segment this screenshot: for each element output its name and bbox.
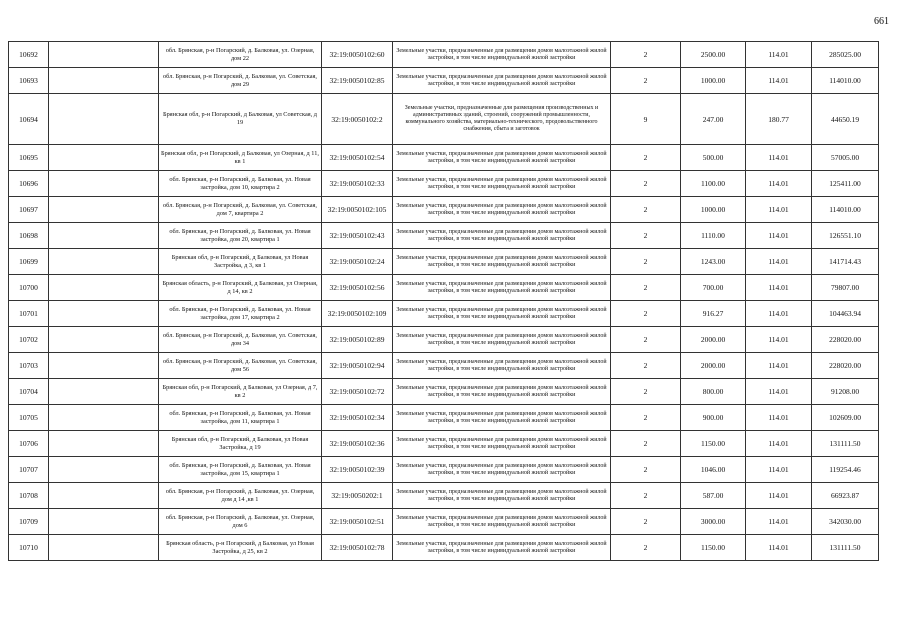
- use-group-cell: 2: [611, 327, 681, 353]
- use-group-cell: 2: [611, 483, 681, 509]
- cadastral-number-cell: 32:19:0050102:85: [322, 68, 393, 94]
- blank-cell: [49, 249, 159, 275]
- blank-cell: [49, 353, 159, 379]
- blank-cell: [49, 379, 159, 405]
- area-cell: 1150.00: [681, 431, 746, 457]
- table-row: [9, 457, 879, 483]
- address-cell: обл. Брянская, р-н Погарский, д. Балковая, ул. Новая застройка, дом 20, квартира 1: [159, 223, 322, 249]
- specific-value-cell: 114.01: [746, 68, 812, 94]
- cadastral-value-cell: 114010.00: [812, 68, 879, 94]
- cadastral-value-cell: 228020.00: [812, 327, 879, 353]
- record-number-cell: 10707: [9, 457, 49, 483]
- blank-cell: [49, 535, 159, 561]
- address-cell: обл. Брянская, р-н Погарский, д. Балковая, ул. Новая застройка, дом 17, квартира 2: [159, 301, 322, 327]
- cadastral-number-cell: 32:19:0050102:36: [322, 431, 393, 457]
- area-cell: 587.00: [681, 483, 746, 509]
- record-number-cell: 10698: [9, 223, 49, 249]
- record-number-cell: 10709: [9, 509, 49, 535]
- blank-cell: [49, 327, 159, 353]
- specific-value-cell: 114.01: [746, 249, 812, 275]
- use-group-cell: 2: [611, 223, 681, 249]
- cadastral-value-cell: 102609.00: [812, 405, 879, 431]
- record-number-cell: 10701: [9, 301, 49, 327]
- land-use-purpose-cell: Земельные участки, предназначенные для размещения производственных и административных зданий, строений, сооружений промышленности, коммунального хозяйства, материально-технического, продовольственного снабжения, сбыта и заготовок: [393, 94, 611, 145]
- cadastral-number-cell: 32:19:0050102:43: [322, 223, 393, 249]
- cadastral-value-table: [8, 41, 879, 561]
- use-group-cell: 2: [611, 275, 681, 301]
- cadastral-value-cell: 119254.46: [812, 457, 879, 483]
- use-group-cell: 2: [611, 353, 681, 379]
- table-row: [9, 405, 879, 431]
- area-cell: 700.00: [681, 275, 746, 301]
- area-cell: 1150.00: [681, 535, 746, 561]
- land-use-purpose-cell: Земельные участки, предназначенные для размещения домов малоэтажной жилой застройки, в том числе индивидуальной жилой застройки: [393, 327, 611, 353]
- address-cell: Брянская обл, р-н Погарский, д Балковая, ул Новая Застройка, д 19: [159, 431, 322, 457]
- record-number-cell: 10708: [9, 483, 49, 509]
- record-number-cell: 10704: [9, 379, 49, 405]
- cadastral-number-cell: 32:19:0050102:34: [322, 405, 393, 431]
- table-row: [9, 275, 879, 301]
- specific-value-cell: 114.01: [746, 431, 812, 457]
- land-use-purpose-cell: Земельные участки, предназначенные для размещения домов малоэтажной жилой застройки, в том числе индивидуальной жилой застройки: [393, 431, 611, 457]
- specific-value-cell: 180.77: [746, 94, 812, 145]
- address-cell: обл. Брянская, р-н Погарский, д. Балковая, ул. Новая застройка, дом 11, квартира 1: [159, 405, 322, 431]
- cadastral-number-cell: 32:19:0050102:2: [322, 94, 393, 145]
- use-group-cell: 2: [611, 197, 681, 223]
- cadastral-value-cell: 125411.00: [812, 171, 879, 197]
- blank-cell: [49, 171, 159, 197]
- table-row: [9, 171, 879, 197]
- land-use-purpose-cell: Земельные участки, предназначенные для размещения домов малоэтажной жилой застройки, в том числе индивидуальной жилой застройки: [393, 353, 611, 379]
- area-cell: 1100.00: [681, 171, 746, 197]
- use-group-cell: 2: [611, 249, 681, 275]
- area-cell: 1046.00: [681, 457, 746, 483]
- address-cell: обл. Брянская, р-н Погарский, д. Балковая, ул. Новая застройка, дом 15, квартира 1: [159, 457, 322, 483]
- specific-value-cell: 114.01: [746, 509, 812, 535]
- use-group-cell: 2: [611, 457, 681, 483]
- address-cell: обл. Брянская, р-н Погарский, д. Балковая, ул. Озерная, дом 6: [159, 509, 322, 535]
- use-group-cell: 2: [611, 301, 681, 327]
- specific-value-cell: 114.01: [746, 145, 812, 171]
- table-row: [9, 145, 879, 171]
- land-use-purpose-cell: Земельные участки, предназначенные для размещения домов малоэтажной жилой застройки, в том числе индивидуальной жилой застройки: [393, 68, 611, 94]
- area-cell: 1000.00: [681, 197, 746, 223]
- blank-cell: [49, 301, 159, 327]
- blank-cell: [49, 509, 159, 535]
- table-row: [9, 535, 879, 561]
- use-group-cell: 2: [611, 509, 681, 535]
- use-group-cell: 2: [611, 171, 681, 197]
- record-number-cell: 10702: [9, 327, 49, 353]
- table-row: [9, 353, 879, 379]
- record-number-cell: 10703: [9, 353, 49, 379]
- blank-cell: [49, 405, 159, 431]
- area-cell: 3000.00: [681, 509, 746, 535]
- page-number: 661: [874, 16, 889, 27]
- cadastral-value-cell: 131111.50: [812, 431, 879, 457]
- area-cell: 800.00: [681, 379, 746, 405]
- land-use-purpose-cell: Земельные участки, предназначенные для размещения домов малоэтажной жилой застройки, в том числе индивидуальной жилой застройки: [393, 275, 611, 301]
- table-body: [9, 42, 879, 561]
- cadastral-value-cell: 114010.00: [812, 197, 879, 223]
- record-number-cell: 10692: [9, 42, 49, 68]
- record-number-cell: 10693: [9, 68, 49, 94]
- record-number-cell: 10706: [9, 431, 49, 457]
- address-cell: обл. Брянская, р-н Погарский, д. Балковая, ул. Советская, дом 29: [159, 68, 322, 94]
- cadastral-number-cell: 32:19:0050102:72: [322, 379, 393, 405]
- land-use-purpose-cell: Земельные участки, предназначенные для размещения домов малоэтажной жилой застройки, в том числе индивидуальной жилой застройки: [393, 171, 611, 197]
- specific-value-cell: 114.01: [746, 353, 812, 379]
- area-cell: 900.00: [681, 405, 746, 431]
- land-use-purpose-cell: Земельные участки, предназначенные для размещения домов малоэтажной жилой застройки, в том числе индивидуальной жилой застройки: [393, 301, 611, 327]
- use-group-cell: 2: [611, 42, 681, 68]
- address-cell: Брянская область, р-н Погарский, д Балковая, ул Новая Застройка, д 25, кв 2: [159, 535, 322, 561]
- record-number-cell: 10697: [9, 197, 49, 223]
- address-cell: обл. Брянская, р-н Погарский, д. Балковая, ул. Советская, дом 56: [159, 353, 322, 379]
- area-cell: 500.00: [681, 145, 746, 171]
- table-row: [9, 509, 879, 535]
- specific-value-cell: 114.01: [746, 405, 812, 431]
- cadastral-value-cell: 66923.87: [812, 483, 879, 509]
- specific-value-cell: 114.01: [746, 379, 812, 405]
- blank-cell: [49, 483, 159, 509]
- area-cell: 2000.00: [681, 327, 746, 353]
- land-use-purpose-cell: Земельные участки, предназначенные для размещения домов малоэтажной жилой застройки, в том числе индивидуальной жилой застройки: [393, 535, 611, 561]
- specific-value-cell: 114.01: [746, 223, 812, 249]
- specific-value-cell: 114.01: [746, 42, 812, 68]
- use-group-cell: 2: [611, 68, 681, 94]
- land-use-purpose-cell: Земельные участки, предназначенные для размещения домов малоэтажной жилой застройки, в том числе индивидуальной жилой застройки: [393, 509, 611, 535]
- land-use-purpose-cell: Земельные участки, предназначенные для размещения домов малоэтажной жилой застройки, в том числе индивидуальной жилой застройки: [393, 405, 611, 431]
- land-use-purpose-cell: Земельные участки, предназначенные для размещения домов малоэтажной жилой застройки, в том числе индивидуальной жилой застройки: [393, 42, 611, 68]
- address-cell: обл. Брянская, р-н Погарский, д. Балковая, ул. Советская, дом 7, квартира 2: [159, 197, 322, 223]
- cadastral-number-cell: 32:19:0050102:109: [322, 301, 393, 327]
- table-row: [9, 249, 879, 275]
- record-number-cell: 10710: [9, 535, 49, 561]
- record-number-cell: 10705: [9, 405, 49, 431]
- table-row: [9, 483, 879, 509]
- use-group-cell: 9: [611, 94, 681, 145]
- use-group-cell: 2: [611, 379, 681, 405]
- table-row: [9, 379, 879, 405]
- blank-cell: [49, 223, 159, 249]
- table-row: [9, 94, 879, 145]
- use-group-cell: 2: [611, 145, 681, 171]
- use-group-cell: 2: [611, 431, 681, 457]
- cadastral-value-cell: 79807.00: [812, 275, 879, 301]
- area-cell: 1000.00: [681, 68, 746, 94]
- address-cell: обл. Брянская, р-н Погарский, д. Балковая, ул. Озерная, дом 22: [159, 42, 322, 68]
- blank-cell: [49, 431, 159, 457]
- specific-value-cell: 114.01: [746, 301, 812, 327]
- record-number-cell: 10699: [9, 249, 49, 275]
- blank-cell: [49, 457, 159, 483]
- address-cell: Брянская область, р-н Погарский, д Балковая, ул Озерная, д 14, кв 2: [159, 275, 322, 301]
- cadastral-value-cell: 91208.00: [812, 379, 879, 405]
- cadastral-number-cell: 32:19:0050102:39: [322, 457, 393, 483]
- address-cell: обл. Брянская, р-н Погарский, д. Балковая, ул. Озерная, дом д 14 ,кв 1: [159, 483, 322, 509]
- cadastral-value-cell: 342030.00: [812, 509, 879, 535]
- specific-value-cell: 114.01: [746, 197, 812, 223]
- cadastral-value-cell: 126551.10: [812, 223, 879, 249]
- blank-cell: [49, 42, 159, 68]
- table-row: [9, 42, 879, 68]
- blank-cell: [49, 68, 159, 94]
- cadastral-value-cell: 57005.00: [812, 145, 879, 171]
- use-group-cell: 2: [611, 535, 681, 561]
- cadastral-value-cell: 44650.19: [812, 94, 879, 145]
- land-use-purpose-cell: Земельные участки, предназначенные для размещения домов малоэтажной жилой застройки, в том числе индивидуальной жилой застройки: [393, 483, 611, 509]
- cadastral-number-cell: 32:19:0050102:89: [322, 327, 393, 353]
- area-cell: 2500.00: [681, 42, 746, 68]
- cadastral-number-cell: 32:19:0050102:51: [322, 509, 393, 535]
- table-row: [9, 197, 879, 223]
- address-cell: обл. Брянская, р-н Погарский, д. Балковая, ул. Новая застройка, дом 10, квартира 2: [159, 171, 322, 197]
- specific-value-cell: 114.01: [746, 275, 812, 301]
- record-number-cell: 10694: [9, 94, 49, 145]
- specific-value-cell: 114.01: [746, 457, 812, 483]
- address-cell: обл. Брянская, р-н Погарский, д. Балковая, ул. Советская, дом 34: [159, 327, 322, 353]
- address-cell: Брянская обл, р-н Погарский, д Балковая, ул Озерная, д 11, кв 1: [159, 145, 322, 171]
- blank-cell: [49, 94, 159, 145]
- blank-cell: [49, 275, 159, 301]
- area-cell: 1243.00: [681, 249, 746, 275]
- blank-cell: [49, 145, 159, 171]
- table-row: [9, 301, 879, 327]
- blank-cell: [49, 197, 159, 223]
- area-cell: 2000.00: [681, 353, 746, 379]
- cadastral-number-cell: 32:19:0050102:24: [322, 249, 393, 275]
- specific-value-cell: 114.01: [746, 171, 812, 197]
- cadastral-value-cell: 228020.00: [812, 353, 879, 379]
- specific-value-cell: 114.01: [746, 327, 812, 353]
- cadastral-number-cell: 32:19:0050102:105: [322, 197, 393, 223]
- land-use-purpose-cell: Земельные участки, предназначенные для размещения домов малоэтажной жилой застройки, в том числе индивидуальной жилой застройки: [393, 197, 611, 223]
- area-cell: 916.27: [681, 301, 746, 327]
- cadastral-number-cell: 32:19:0050102:60: [322, 42, 393, 68]
- cadastral-value-cell: 285025.00: [812, 42, 879, 68]
- table-row: [9, 431, 879, 457]
- table-row: [9, 327, 879, 353]
- record-number-cell: 10695: [9, 145, 49, 171]
- record-number-cell: 10696: [9, 171, 49, 197]
- land-use-purpose-cell: Земельные участки, предназначенные для размещения домов малоэтажной жилой застройки, в том числе индивидуальной жилой застройки: [393, 249, 611, 275]
- cadastral-number-cell: 32:19:0050102:54: [322, 145, 393, 171]
- cadastral-number-cell: 32:19:0050102:56: [322, 275, 393, 301]
- land-use-purpose-cell: Земельные участки, предназначенные для размещения домов малоэтажной жилой застройки, в том числе индивидуальной жилой застройки: [393, 223, 611, 249]
- specific-value-cell: 114.01: [746, 535, 812, 561]
- area-cell: 1110.00: [681, 223, 746, 249]
- cadastral-value-cell: 131111.50: [812, 535, 879, 561]
- specific-value-cell: 114.01: [746, 483, 812, 509]
- land-use-purpose-cell: Земельные участки, предназначенные для размещения домов малоэтажной жилой застройки, в том числе индивидуальной жилой застройки: [393, 379, 611, 405]
- cadastral-number-cell: 32:19:0050202:1: [322, 483, 393, 509]
- table-row: [9, 223, 879, 249]
- cadastral-value-cell: 104463.94: [812, 301, 879, 327]
- cadastral-number-cell: 32:19:0050102:78: [322, 535, 393, 561]
- address-cell: Брянская обл, р-н Погарский, д Балковая, ул Озерная, д 7, кв 2: [159, 379, 322, 405]
- land-use-purpose-cell: Земельные участки, предназначенные для размещения домов малоэтажной жилой застройки, в том числе индивидуальной жилой застройки: [393, 145, 611, 171]
- table-row: [9, 68, 879, 94]
- use-group-cell: 2: [611, 405, 681, 431]
- cadastral-number-cell: 32:19:0050102:94: [322, 353, 393, 379]
- record-number-cell: 10700: [9, 275, 49, 301]
- cadastral-value-cell: 141714.43: [812, 249, 879, 275]
- address-cell: Брянская обл, р-н Погарский, д Балковая, ул Советская, д 19: [159, 94, 322, 145]
- land-use-purpose-cell: Земельные участки, предназначенные для размещения домов малоэтажной жилой застройки, в том числе индивидуальной жилой застройки: [393, 457, 611, 483]
- area-cell: 247.00: [681, 94, 746, 145]
- cadastral-number-cell: 32:19:0050102:33: [322, 171, 393, 197]
- address-cell: Брянская обл, р-н Погарский, д Балковая, ул Новая Застройка, д 3, кв 1: [159, 249, 322, 275]
